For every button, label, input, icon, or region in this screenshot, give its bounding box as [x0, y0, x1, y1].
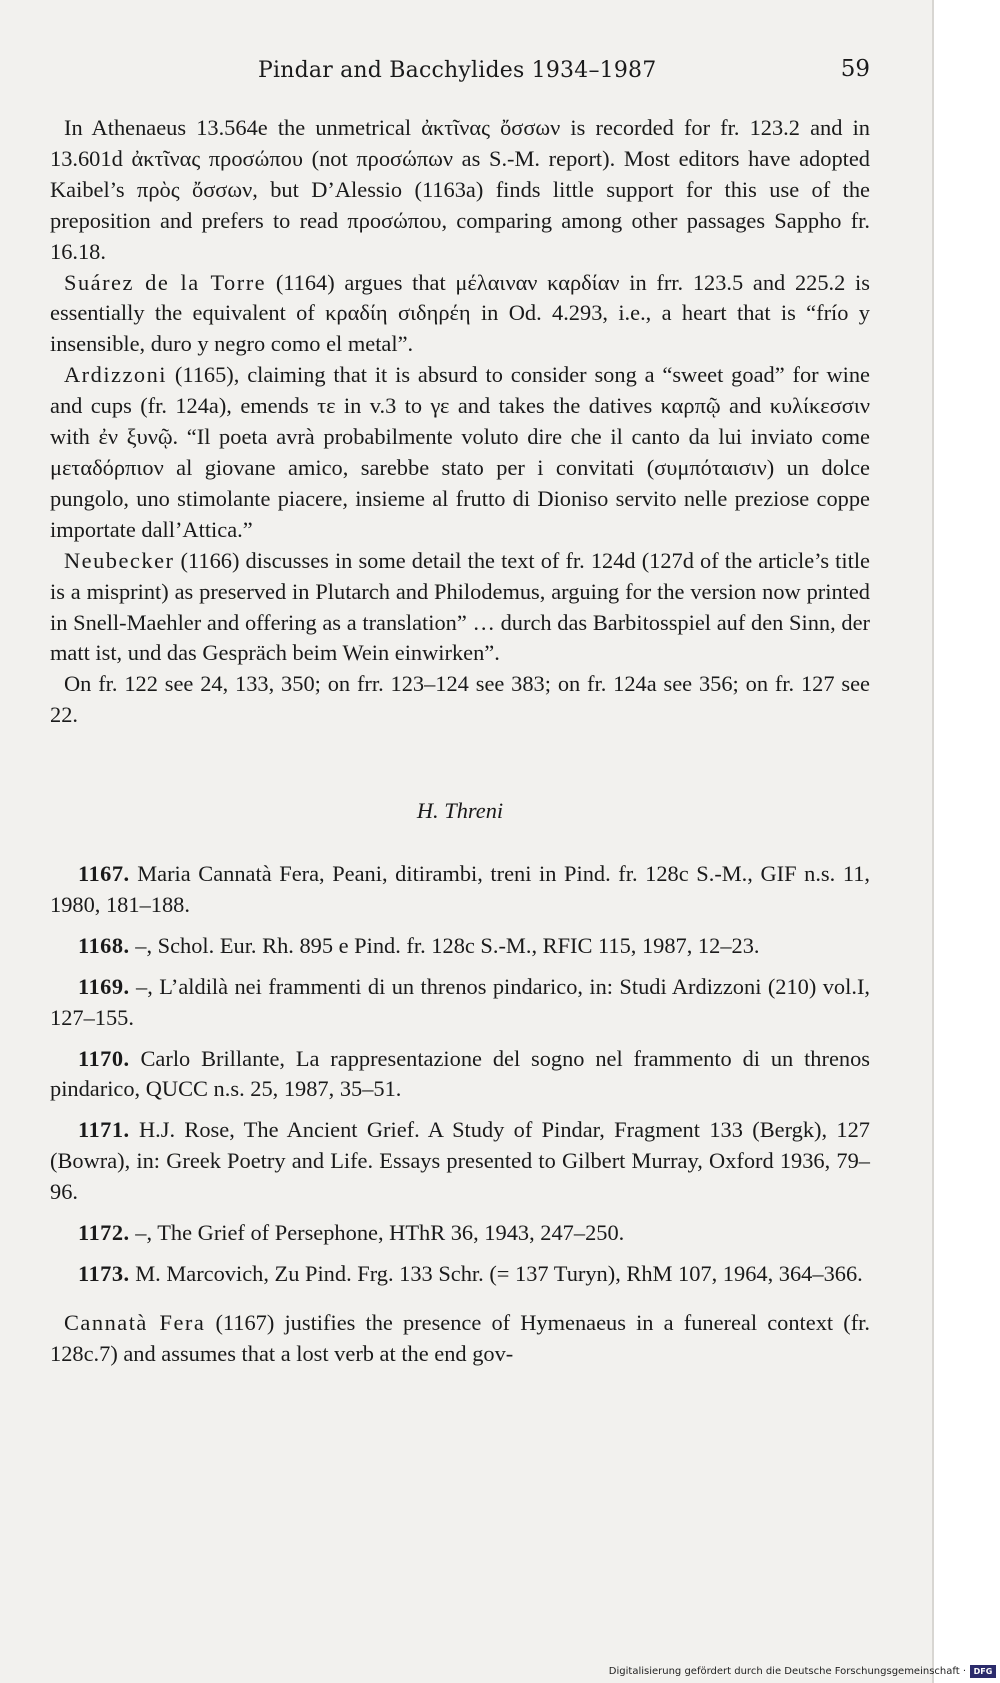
entry-number: 1171.: [78, 1117, 130, 1143]
scan-margin: [934, 0, 1000, 1683]
bibliography-entry: [50, 859, 870, 921]
paragraph-lead: Suárez de la Torre: [64, 269, 267, 295]
paragraph-text: In Athenaeus 13.564e the unmetrical ἀκτῖνας ὄσσων is recorded for fr. 123.2 and in 13.601d ἀκτῖνας προσώπου (not προσώπων as S.-M. report). Most editors have adopted Kaibel’s πρὸς ὄσσων, but D’Alessio (1163a) finds little support for this use of the preposition and prefers to read προσώπου, comparing among other passages Sappho fr. 16.18.: [50, 115, 870, 264]
funding-notice: Digitalisierung gefördert durch die Deutsche Forschungsgemeinschaft ·: [608, 1666, 966, 1677]
entry-text: –, L’aldilà nei frammenti di un threnos pindarico, in: Studi Ardizzoni (210) vol.I, 127–155.: [50, 973, 870, 1030]
digitization-footer: [0, 1664, 1000, 1683]
paragraph-text: (1165), claiming that it is absurd to consider song a “sweet goad” for wine and cups (fr. 124a), emends τε in v.3 to γε and takes the datives καρπῷ and κυλίκεσσιν with ἐν ξυνῷ. “Il poeta avrà probabilmente voluto dire che il canto da lui inviato come μεταδόρπιον al giovane amico, sarebbe stato per i convitati (συμπόταισιν) un dolce pungolo, uno stimolante piacere, insieme al frutto di Dioniso servito nelle preziose coppe importate dall’Attica.”: [50, 362, 870, 542]
paragraph: [50, 360, 870, 545]
section-title: H. Threni: [416, 798, 504, 824]
entry-text: H.J. Rose, The Ancient Grief. A Study of Pindar, Fragment 133 (Bergk), 127 (Bowra), in: Greek Poetry and Life. Essays presented to Gilbert Murray, Oxford 1936, 79–96.: [50, 1117, 870, 1205]
bibliography-entry: [50, 1259, 870, 1290]
entry-number: 1168.: [78, 932, 130, 958]
paragraph-lead: Neubecker: [64, 547, 175, 573]
paragraph: [50, 268, 870, 361]
bibliography-entry: [50, 1044, 870, 1106]
entry-text: –, The Grief of Persephone, HThR 36, 1943, 247–250.: [129, 1220, 625, 1246]
paragraph: [50, 669, 870, 731]
entry-number: 1170.: [78, 1045, 130, 1071]
bibliography-entry: [50, 1115, 870, 1208]
closing-paragraph: [50, 1308, 870, 1370]
page-body: [50, 113, 870, 1370]
page-header: [50, 58, 870, 98]
running-title: Pindar and Bacchylides 1934–1987: [258, 58, 657, 83]
bibliography-entry: [50, 931, 870, 962]
entry-number: 1167.: [78, 861, 130, 887]
bibliography-entry: [50, 972, 870, 1034]
paragraph-text: (1166) discusses in some detail the text of fr. 124d (127d of the article’s title is a misprint) as preserved in Plutarch and Philodemus, arguing for the version now printed in Snell-Maehler and offering as a translation” … durch das Barbitosspiel auf den Sinn, der matt ist, und das Gespräch beim Wein einwirken”.: [50, 547, 870, 666]
paragraph: [50, 113, 870, 268]
entry-number: 1173.: [78, 1261, 130, 1286]
paragraph-text: (1167) justifies the presence of Hymenaeus in a funereal context (fr. 128c.7) and assumes that a lost verb at the end gov-: [50, 1309, 870, 1366]
entry-text: Carlo Brillante, La rappresentazione del sogno nel frammento di un threnos pindarico, QUCC n.s. 25, 1987, 35–51.: [50, 1045, 870, 1102]
paragraph: [50, 546, 870, 670]
entry-text: M. Marcovich, Zu Pind. Frg. 133 Schr. (= 137 Turyn), RhM 107, 1964, 364–366.: [129, 1261, 863, 1286]
paragraph-text: On fr. 122 see 24, 133, 350; on frr. 123–124 see 383; on fr. 124a see 356; on fr. 127 see 22.: [50, 671, 870, 728]
paragraph-lead: Cannatà Fera: [64, 1309, 206, 1335]
paragraph-text: (1164) argues that μέλαιναν καρδίαν in frr. 123.5 and 225.2 is essentially the equivalent of κραδίη σιδηρέη in Od. 4.293, i.e., a heart that is “frío y insensible, duro y negro como el metal”.: [50, 269, 870, 357]
entry-number: 1169.: [78, 973, 130, 999]
paragraph-lead: Ardizzoni: [64, 362, 168, 388]
entry-number: 1172.: [78, 1220, 130, 1246]
entry-text: Maria Cannatà Fera, Peani, ditirambi, treni in Pind. fr. 128c S.-M., GIF n.s. 11, 1980, 181–188.: [50, 861, 870, 917]
dfg-logo: DFG: [970, 1665, 996, 1678]
page-number: 59: [840, 56, 870, 82]
bibliography-entry: [50, 1218, 870, 1249]
entry-text: –, Schol. Eur. Rh. 895 e Pind. fr. 128c S.-M., RFIC 115, 1987, 12–23.: [129, 932, 760, 958]
